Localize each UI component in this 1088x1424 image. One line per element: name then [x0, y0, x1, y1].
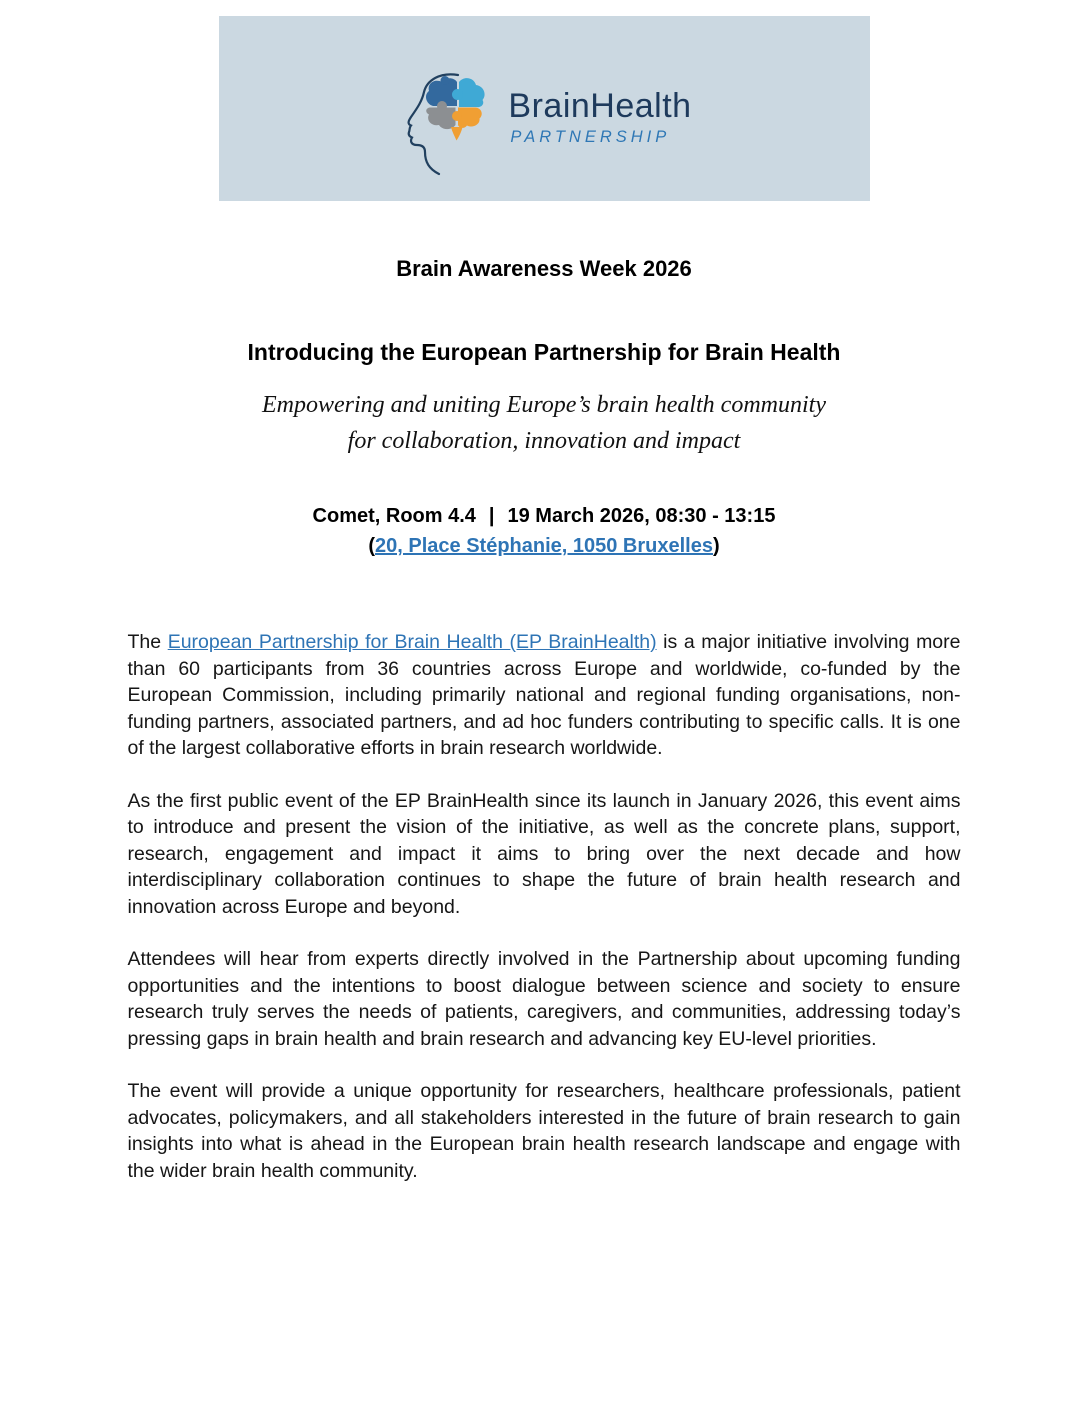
paragraph-intro-prefix: The [127, 631, 168, 653]
brainhealth-logo-icon [396, 70, 496, 176]
venue-separator: | [488, 505, 495, 527]
puzzle-knob-gray [437, 101, 447, 111]
address-paren-open: ( [368, 535, 376, 557]
venue-line [0, 505, 1088, 528]
paragraph-attendees: Attendees will hear from experts directly involved in the Partnership about upcoming funding opportunities and the intentions to boost dialogue between science and society to ensure research truly serves the needs of patients, caregivers, and communities, addressing today’s pressing gaps in brain health and brain research and advancing key EU-level priorities. [127, 948, 961, 1050]
tagline-line2: for collaboration, innovation and impact [347, 428, 741, 454]
puzzle-piece-light-blue [459, 78, 485, 107]
document-body [128, 629, 961, 1184]
brand-name: BrainHealth [508, 87, 692, 125]
brand-tagline: PARTNERSHIP [510, 128, 671, 146]
event-heading: Introducing the European Partnership for Brain Health [247, 339, 841, 365]
ep-brainhealth-link[interactable]: European Partnership for Brain Health (EP BrainHealth) [167, 631, 657, 653]
paragraph-intro [128, 629, 961, 762]
tagline-line1: Empowering and uniting Europe’s brain health community [262, 392, 826, 418]
document-page [0, 16, 1088, 1424]
address-link[interactable]: 20, Place Stéphanie, 1050 Bruxelles [375, 535, 713, 557]
logo-banner [219, 16, 870, 201]
puzzle-knob-dark-blue [441, 76, 450, 85]
brainhealth-logo [396, 70, 691, 176]
paragraph-opportunity: The event will provide a unique opportunity for researchers, healthcare professionals, patient advocates, policymakers, and all stakeholders interested in the future of brain research to gain insights into what is ahead in the European brain health research landscape and engage with the wider brain health community. [127, 1080, 961, 1182]
paragraph-event-aims: As the first public event of the EP BrainHealth since its launch in January 2026, this event aims to introduce and present the vision of the initiative, as well as the concrete plans, support, research, engagement and impact it aims to bring over the next decade and how interdisciplinary collaboration continues to shape the future of brain health research and innovation across Europe and beyond. [127, 789, 961, 918]
brainstem-tail [451, 127, 463, 141]
paragraph-intro-suffix: is a major initiative involving more than 60 participants from 36 countries across Europe and worldwide, co-funded by the European Commission, including primarily national and regional funding organisations, non-funding partners, associated partners, and ad hoc funders contributing to specific calls. It is one of the largest collaborative efforts in brain research worldwide. [127, 631, 961, 759]
puzzle-knob-orange [452, 111, 462, 121]
address-paren-close: ) [712, 535, 720, 557]
venue-location: Comet, Room 4.4 [312, 505, 476, 527]
document-title: Brain Awareness Week 2026 [396, 256, 692, 281]
address-line [0, 535, 1088, 558]
puzzle-knob-light-blue [452, 89, 463, 100]
event-tagline [0, 387, 1088, 459]
venue-datetime: 19 March 2026, 08:30 - 13:15 [507, 505, 776, 527]
logo-wordmark [508, 88, 691, 176]
